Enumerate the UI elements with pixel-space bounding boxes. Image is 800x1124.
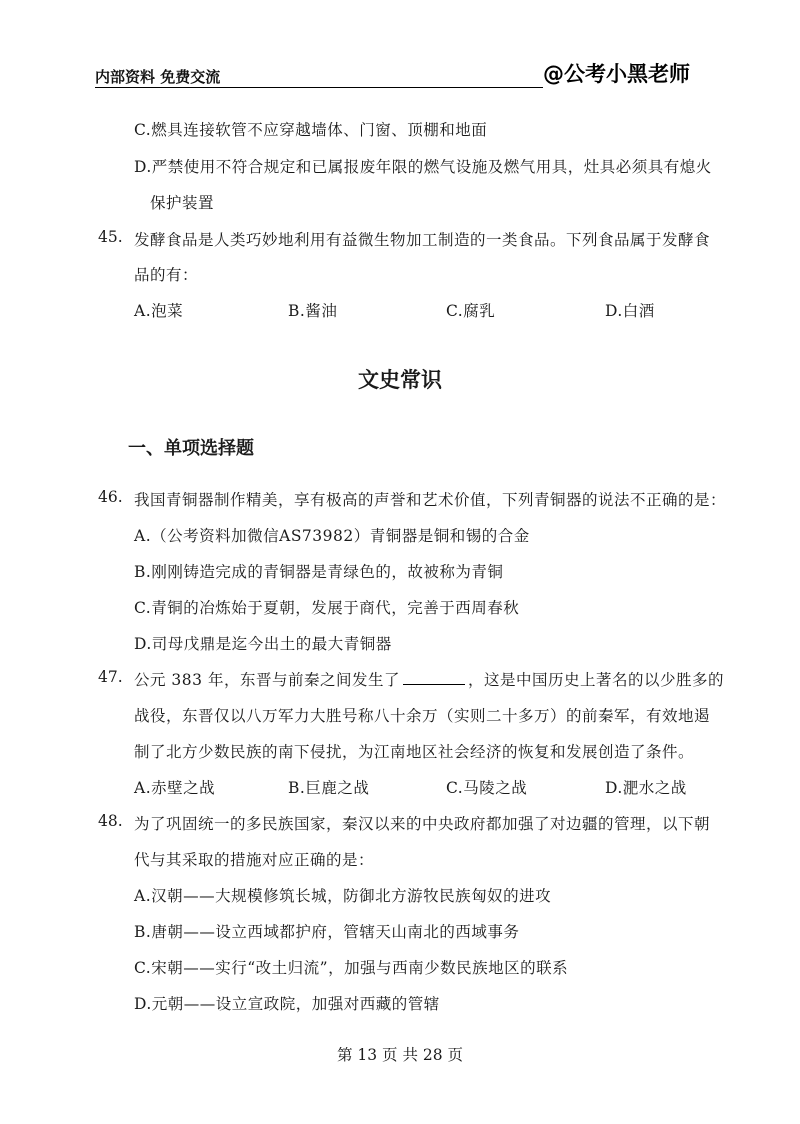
- q48-stem-cont: 代与其采取的措施对应正确的是：: [134, 851, 375, 869]
- q48-option-a: A.汉朝——大规模修筑长城，防御北方游牧民族匈奴的进攻: [134, 887, 552, 905]
- q48-number: 48.: [98, 812, 123, 830]
- q48-option-d: D.元朝——设立宣政院，加强对西藏的管辖: [134, 995, 440, 1013]
- subsection-title: 一、单项选择题: [128, 438, 254, 459]
- q47-stem-cont-2: 制了北方少数民族的南下侵扰，为江南地区社会经济的恢复和发展创造了条件。: [134, 743, 695, 761]
- q46-option-c: C.青铜的冶炼始于夏朝，发展于商代，完善于西周春秋: [134, 599, 520, 617]
- header-label: 内部资料 免费交流: [95, 68, 221, 86]
- q45-stem: 发酵食品是人类巧妙地利用有益微生物加工制造的一类食品。下列食品属于发酵食: [134, 231, 711, 249]
- q47-option-c: C.马陵之战: [446, 779, 528, 797]
- q44-option-d: D.严禁使用不符合规定和已属报废年限的燃气设施及燃气用具，灶具必须具有熄火: [134, 158, 712, 176]
- header-watermark: @公考小黑老师: [543, 62, 690, 86]
- q48-option-c: C.宋朝——实行“改土归流”，加强与西南少数民族地区的联系: [134, 959, 569, 977]
- q45-option-a: A.泡菜: [134, 302, 184, 320]
- q47-stem-cont: 战役，东晋仅以八万军力大胜号称八十余万（实则二十多万）的前秦军，有效地遏: [134, 707, 711, 725]
- q48-option-b: B.唐朝——设立西域都护府，管辖天山南北的西域事务: [134, 923, 520, 941]
- q44-option-c: C.燃具连接软管不应穿越墙体、门窗、顶棚和地面: [134, 121, 488, 139]
- q48-stem: 为了巩固统一的多民族国家，秦汉以来的中央政府都加强了对边疆的管理，以下朝: [134, 815, 711, 833]
- q47-option-d: D.淝水之战: [605, 779, 687, 797]
- q46-option-b: B.刚刚铸造完成的青铜器是青绿色的，故被称为青铜: [134, 563, 504, 581]
- answer-blank: [403, 670, 465, 685]
- q46-number: 46.: [98, 488, 123, 506]
- section-title: 文史常识: [358, 368, 442, 392]
- q45-option-c: C.腐乳: [446, 302, 496, 320]
- q46-option-d: D.司母戊鼎是迄今出土的最大青铜器: [134, 635, 392, 653]
- q47-option-b: B.巨鹿之战: [288, 779, 370, 797]
- q46-stem: 我国青铜器制作精美，享有极高的声誉和艺术价值，下列青铜器的说法不正确的是：: [134, 491, 727, 509]
- header-rule: [95, 87, 543, 88]
- q45-stem-cont: 品的有：: [134, 266, 199, 284]
- page-number: 第 13 页 共 28 页: [336, 1046, 464, 1064]
- q47-stem-before-blank: 公元 383 年，东晋与前秦之间发生了: [134, 671, 400, 689]
- q45-option-d: D.白酒: [605, 302, 655, 320]
- q47-stem-after-blank: ，这是中国历史上著名的以少胜多的: [467, 671, 724, 689]
- q47-option-a: A.赤壁之战: [134, 779, 216, 797]
- q46-option-a: A.（公考资料加微信AS73982）青铜器是铜和锡的合金: [134, 527, 530, 545]
- q44-option-d-cont: 保护装置: [150, 194, 215, 212]
- q45-number: 45.: [98, 228, 123, 246]
- q45-option-b: B.酱油: [288, 302, 338, 320]
- q47-stem: [134, 668, 724, 690]
- q47-number: 47.: [98, 668, 123, 686]
